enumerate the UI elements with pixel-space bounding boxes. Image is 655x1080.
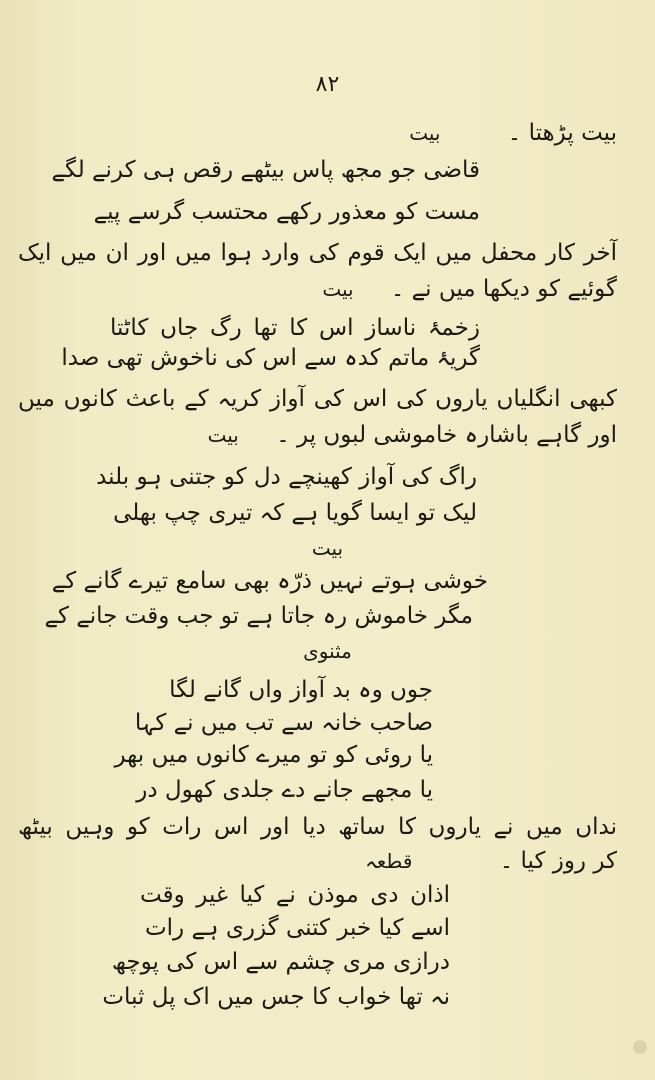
prose-line bbox=[207, 420, 617, 450]
verse-line: مست کو معذور رکھے محتسب گرسے پیے bbox=[93, 199, 480, 225]
verse-line: راگ کی آواز کھینچے دل کو جتنی ہو بلند bbox=[96, 464, 477, 490]
prose-line: آخر کار محفل میں ایک قوم کی وارد ہوا میں اور ان میں ایک bbox=[18, 240, 617, 266]
verse-line: یا مجھے جانے دے جلدی کھول در bbox=[136, 777, 433, 803]
verse-line: جوں وہ بد آواز واں گانے لگا bbox=[169, 677, 433, 703]
prose-text: بیت پڑھتا ۔ bbox=[507, 120, 617, 146]
section-heading-bait: بیت bbox=[409, 121, 441, 145]
page-stain bbox=[633, 1040, 647, 1054]
verse-line: زخمۂ ناساز اس کا تھا رگ جاں کاٹتا bbox=[110, 315, 480, 341]
verse-line: مگر خاموش رہ جاتا ہے تو جب وقت جانے کے bbox=[44, 603, 473, 629]
verse-line: لیک تو ایسا گویا ہے کہ تیری چپ بھلی bbox=[113, 500, 477, 526]
verse-line: صاحب خانہ سے تب میں نے کہا bbox=[134, 710, 433, 736]
prose-text: کر روز کیا ۔ bbox=[499, 848, 617, 874]
verse-line: درازی مری چشم سے اس کی پوچھ bbox=[111, 949, 450, 975]
prose-text: گوئیے کو دیکھا میں نے ۔ bbox=[390, 276, 617, 302]
verse-line: گریۂ ماتم کدہ سے اس کی ناخوش تھی صدا bbox=[61, 345, 480, 371]
verse-line: اسے کیا خبر کتنی گزری ہے رات bbox=[145, 915, 450, 941]
prose-line bbox=[217, 274, 617, 304]
verse-line: قاضی جو مجھ پاس بیٹھے رقص ہی کرنے لگے bbox=[51, 157, 480, 183]
prose-line: نداں میں نے یاروں کا ساتھ دیا اور اس رات کو وہیں بیٹھ bbox=[18, 814, 617, 840]
section-heading-bait: بیت bbox=[322, 277, 354, 301]
section-heading-bait: بیت bbox=[311, 536, 344, 560]
section-heading-masnavi: مثنوی bbox=[303, 639, 352, 663]
section-heading-bait: بیت bbox=[207, 423, 239, 447]
verse-line: خوشی ہوتے نہیں ذرّہ بھی سامع تیرے گانے کے bbox=[51, 568, 488, 594]
verse-line: نہ تھا خواب کا جس میں اک پل ثبات bbox=[102, 984, 450, 1010]
section-heading-qita: قطعہ bbox=[365, 849, 413, 873]
verse-line: یا روئی کو تو میرے کانوں میں بھر bbox=[114, 742, 433, 768]
prose-text: اور گاہے باشارہ خاموشی لبوں پر ۔ bbox=[276, 422, 617, 448]
prose-line: کبھی انگلیاں یاروں کی اس کی آواز کریہ کے باعث کانوں میں bbox=[18, 386, 617, 412]
prose-line bbox=[277, 846, 617, 876]
verse-line: اذان دی موذن نے کیا غیر وقت bbox=[140, 882, 450, 908]
prose-line-1 bbox=[357, 118, 617, 148]
page-number: ۸۲ bbox=[315, 72, 340, 97]
